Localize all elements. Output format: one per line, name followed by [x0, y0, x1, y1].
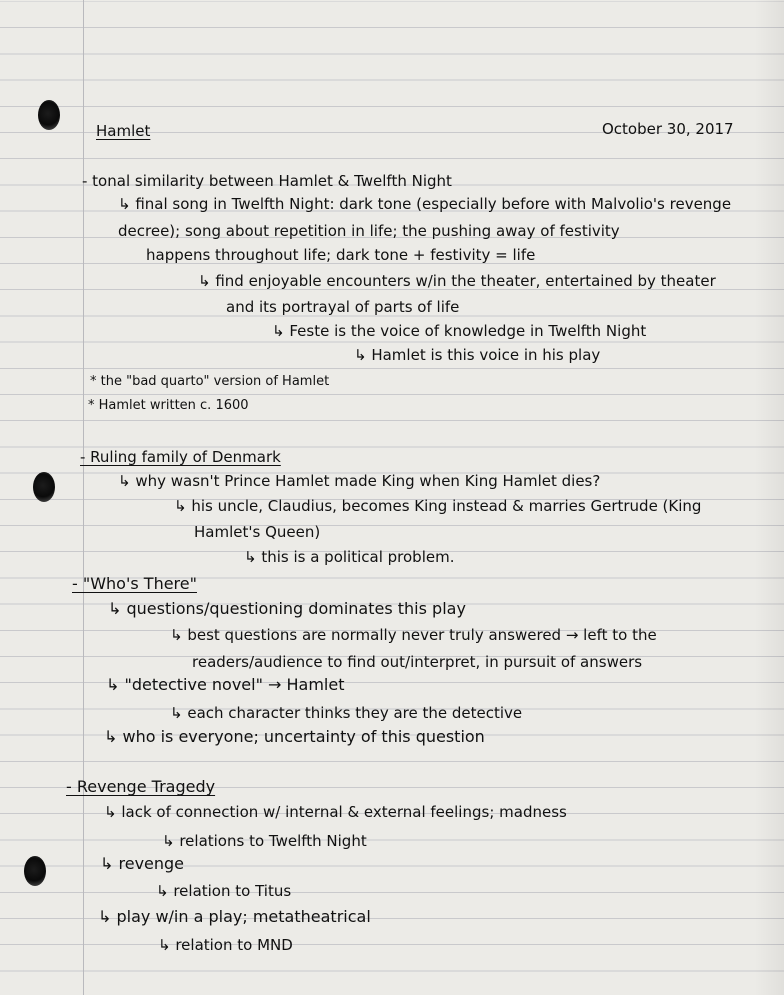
margin-line — [83, 0, 84, 995]
note-line: ↳ this is a political problem. — [244, 548, 455, 566]
section-heading-revenge-tragedy — [66, 778, 215, 796]
note-line: readers/audience to find out/interpret, in pursuit of answers — [192, 653, 643, 671]
section-heading-text: - Ruling family of Denmark — [80, 448, 281, 466]
note-line: ↳ "detective novel" → Hamlet — [106, 675, 345, 694]
note-line: ↳ relation to MND — [158, 936, 293, 954]
note-line: ↳ final song in Twelfth Night: dark tone (especially before with Malvolio's revenge — [118, 195, 732, 213]
note-line: ↳ revenge — [100, 854, 185, 873]
note-line: ↳ play w/in a play; metatheatrical — [98, 907, 371, 926]
note-line: ↳ each character thinks they are the detective — [170, 704, 523, 722]
section-heading-text: - "Who's There" — [72, 574, 197, 593]
section-heading-whos-there — [72, 575, 197, 593]
note-line: ↳ questions/questioning dominates this play — [108, 599, 466, 618]
note-line: ↳ why wasn't Prince Hamlet made King when King Hamlet dies? — [118, 472, 601, 490]
note-line: ↳ who is everyone; uncertainty of this question — [104, 727, 485, 746]
note-line: ↳ Hamlet is this voice in his play — [354, 346, 601, 364]
page-shadow — [754, 0, 784, 995]
note-line: ↳ best questions are normally never truly answered → left to the — [170, 626, 657, 644]
note-line: ↳ lack of connection w/ internal & external feelings; madness — [104, 803, 567, 821]
note-title: Hamlet — [96, 122, 151, 140]
note-line: ↳ relations to Twelfth Night — [162, 832, 367, 850]
section-heading-ruling-family — [80, 448, 281, 466]
binder-hole-icon — [38, 100, 60, 130]
section-heading-text: - Revenge Tragedy — [66, 777, 216, 796]
note-line: Hamlet's Queen) — [194, 523, 321, 541]
note-line: * the "bad quarto" version of Hamlet — [90, 374, 330, 389]
note-line: ↳ Feste is the voice of knowledge in Twelfth Night — [272, 322, 647, 340]
note-line: happens throughout life; dark tone + festivity = life — [146, 246, 536, 264]
note-line: * Hamlet written c. 1600 — [88, 398, 249, 413]
note-line: ↳ his uncle, Claudius, becomes King instead & marries Gertrude (King — [174, 497, 702, 515]
note-line: decree); song about repetition in life; the pushing away of festivity — [118, 222, 620, 240]
note-line: ↳ find enjoyable encounters w/in the theater, entertained by theater — [198, 272, 716, 290]
binder-hole-icon — [33, 472, 55, 502]
binder-hole-icon — [24, 856, 46, 886]
note-line: - tonal similarity between Hamlet & Twelfth Night — [82, 172, 452, 190]
note-line: ↳ relation to Titus — [156, 882, 292, 900]
note-line: and its portrayal of parts of life — [226, 298, 460, 316]
note-date: October 30, 2017 — [602, 120, 734, 138]
